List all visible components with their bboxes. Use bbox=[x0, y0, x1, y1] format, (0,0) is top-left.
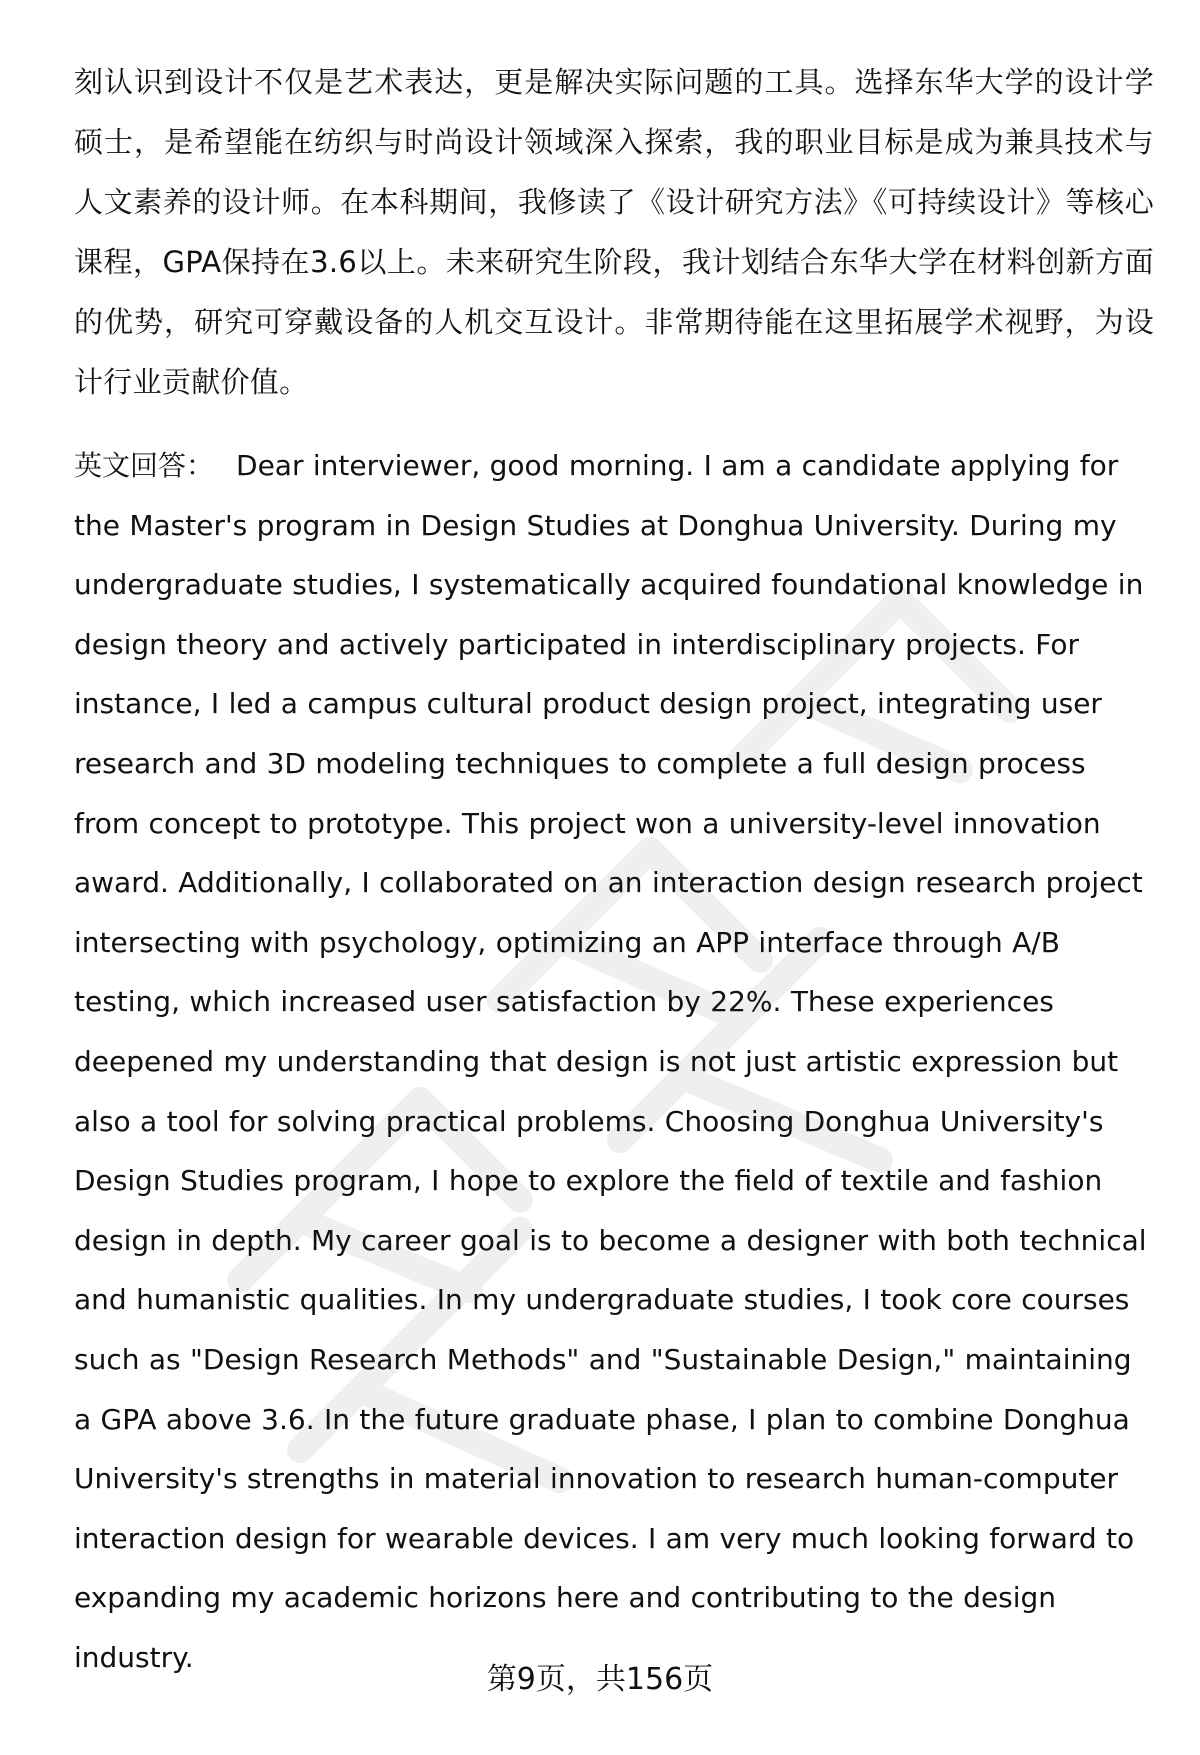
chinese-paragraph: 刻认识到设计不仅是艺术表达，更是解决实际问题的工具。选择东华大学的设计学硕士，是希望能在纺织与时尚设计领域深入探索，我的职业目标是成为兼具技术与人文素养的设计师。在本科期间，我修读了《设计研究方法》《可持续设计》等核心课程，GPA保持在3.6以上。未来研究生阶段，我计划结合东华大学在材料创新方面的优势，研究可穿戴设备的人机交互设计。非常期待能在这里拓展学术视野，为设计行业贡献价值。 bbox=[74, 65, 1154, 399]
document-body bbox=[74, 52, 1154, 1687]
english-answer-label: 英文回答： bbox=[74, 449, 215, 482]
english-answer-text: Dear interviewer, good morning. I am a candidate applying for the Master's program in Design Studies at Donghua University. During my undergraduate studies, I systematically acquired foundational knowledge in design theory and actively participated in interdisciplinary projects. For instance, I led a campus cultural product design project, integrating user research and 3D modeling techniques to complete a full design process from concept to prototype. This project won a university-level innovation award. Additionally, I collaborated on an interaction design research project intersecting with psychology, optimizing an APP interface through A/B testing, which increased user satisfaction by 22%. These experiences deepened my understanding that design is not just artistic expression but also a tool for solving practical problems. Choosing Donghua University's Design Studies program, I hope to explore the field of textile and fashion design in depth. My career goal is to become a designer with both technical and humanistic qualities. In my undergraduate studies, I took core courses such as "Design Research Methods" and "Sustainable Design," maintaining a GPA above 3.6. In the future graduate phase, I plan to combine Donghua University's strengths in material innovation to research human-computer interaction design for wearable devices. I am very much looking forward to expanding my academic horizons here and contributing to the design industry. bbox=[74, 449, 1147, 1674]
page-number-footer: 第9页，共156页 bbox=[486, 1662, 714, 1697]
english-answer-paragraph bbox=[74, 436, 1154, 1687]
